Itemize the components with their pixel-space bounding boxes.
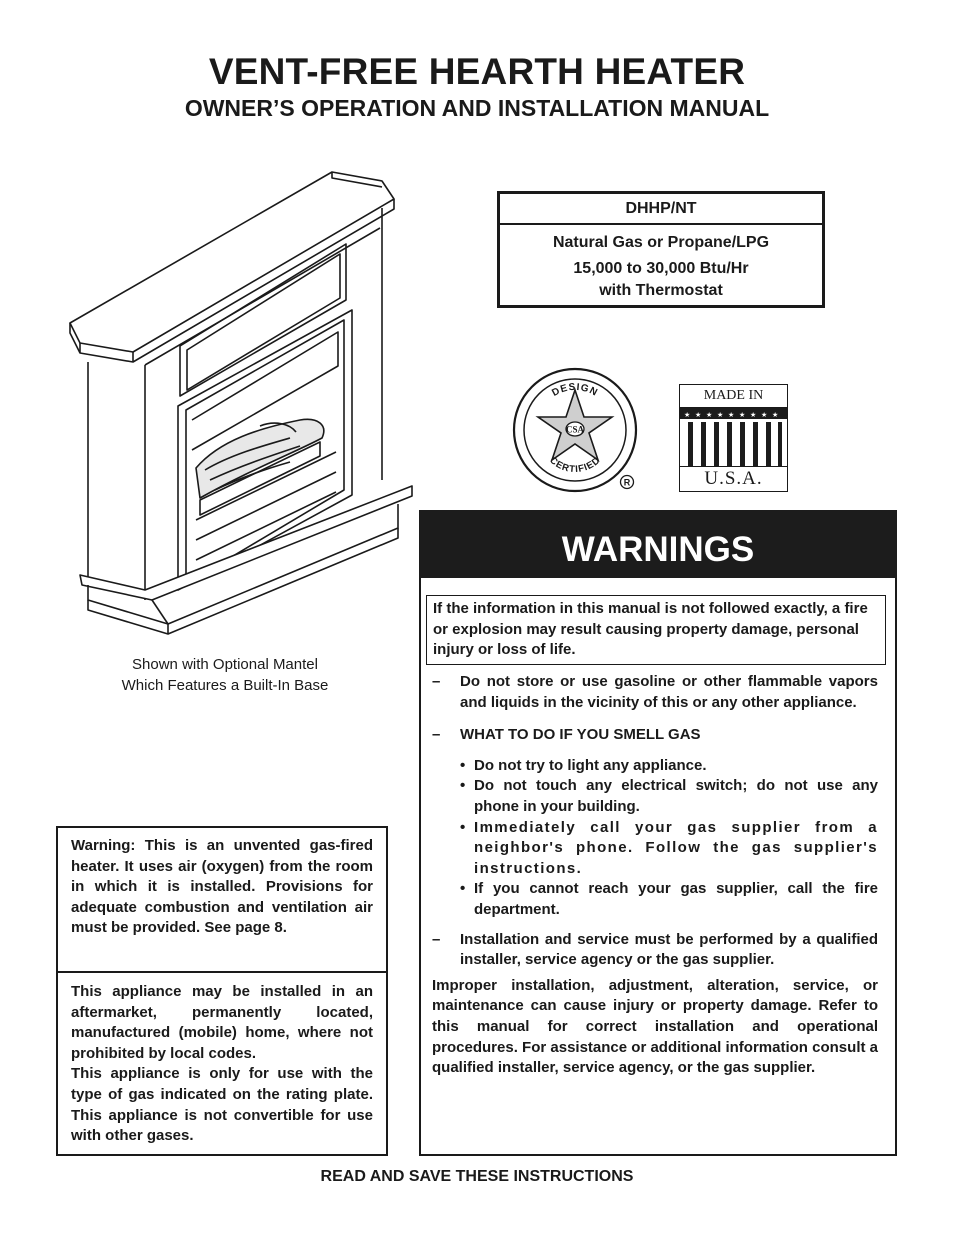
dash-marker: – (432, 726, 441, 744)
fire-explosion-warning-text: If the information in this manual is not followed exactly, a fire or explosion may result causing property damage, personal injury or loss of life. (433, 600, 868, 659)
svg-text:★: ★ (750, 411, 757, 419)
warning-item-smell-gas (432, 725, 878, 746)
fire-explosion-warning (426, 595, 886, 665)
footer-instruction: READ AND SAVE THESE INSTRUCTIONS (320, 1168, 634, 1185)
svg-text:★: ★ (684, 411, 691, 419)
rating-line-1: 15,000 to 30,000 Btu/Hr (573, 260, 749, 277)
made-in-usa-badge (679, 384, 788, 492)
installation-notice (56, 971, 388, 1156)
document-title: VENT-FREE HEARTH HEATER (208, 51, 746, 92)
warning-item-text: Do not store or use gasoline or other flammable vapors and liquids in the vicinity of this or any other appliance. (460, 673, 878, 711)
seal-bottom-text: CERTIFIED (547, 454, 603, 476)
model-spec-box (497, 191, 825, 308)
illustration-caption (60, 654, 390, 696)
document-subtitle: OWNER’S OPERATION AND INSTALLATION MANUAL (184, 95, 770, 121)
list-item (460, 818, 878, 880)
list-item-text: Do not touch any electrical switch; do not use any phone in your building. (474, 777, 878, 815)
model-number: DHHP/NT (500, 194, 822, 225)
caption-line-1: Shown with Optional Mantel (132, 656, 318, 673)
warning-item-text: WHAT TO DO IF YOU SMELL GAS (460, 726, 701, 744)
list-item-text: If you cannot reach your gas supplier, call the fire department. (474, 880, 878, 918)
list-item (460, 879, 878, 920)
unvented-heater-warning (56, 826, 388, 973)
improper-installation-notice: Improper installation, adjustment, alteration, service, or maintenance can cause injury or property damage. Refer to this manual for correct installation and operational procedures. For assistance or additional information consult a qualified installer, service agency, or the gas supplier. (432, 976, 878, 1077)
warnings-heading: WARNINGS (419, 510, 897, 578)
svg-text:★: ★ (728, 411, 735, 419)
seal-center-text: CSA (565, 424, 585, 435)
bullet-marker: • (460, 777, 466, 795)
list-item (460, 776, 878, 817)
list-item (460, 756, 878, 777)
flag-icon (680, 408, 787, 466)
installation-notice-paragraph-1: This appliance may be installed in an aftermarket, permanently located, manufactured (mobile) home, where not prohibited by local codes. (71, 983, 373, 1062)
dash-marker: – (432, 673, 441, 690)
fireplace-illustration (60, 165, 420, 645)
svg-text:★: ★ (739, 411, 746, 419)
list-item-text: Do not try to light any appliance. (474, 756, 707, 774)
svg-text:★: ★ (772, 411, 779, 419)
installation-notice-paragraph-2: This appliance is only for use with the type of gas indicated on the rating plate. This appliance is not convertible for use with other gases. (71, 1065, 373, 1145)
svg-text:R: R (623, 477, 631, 488)
svg-text:★: ★ (695, 411, 702, 419)
warning-item-installation (432, 930, 878, 971)
svg-text:CERTIFIED (547, 455, 602, 475)
unvented-heater-warning-text: Warning: This is an unvented gas-fired heater. It uses air (oxygen) from the room in which it is installed. Provisions for adequate combustion and ventilation air must be provided. See page 8. (71, 837, 373, 937)
bullet-marker: • (460, 880, 466, 898)
usa-label: U.S.A. (680, 466, 787, 491)
warnings-list (432, 672, 878, 1079)
design-certified-seal-icon (510, 365, 640, 495)
fuel-type: Natural Gas or Propane/LPG (552, 234, 770, 251)
list-item-text: Immediately call your gas supplier from a neighbor's phone. Follow the gas supplier's instructions. (474, 818, 878, 877)
svg-text:★: ★ (761, 411, 768, 419)
smell-gas-steps (432, 756, 878, 921)
seal-top-text: DESIGN (550, 381, 600, 399)
warning-item-text: Installation and service must be performed by a qualified installer, service agency or the gas supplier. (460, 930, 878, 969)
rating-line-2: with Thermostat (599, 282, 723, 299)
dash-marker: – (432, 930, 441, 948)
caption-line-2: Which Features a Built-In Base (121, 677, 329, 694)
bullet-marker: • (460, 756, 466, 774)
made-in-label: MADE IN (680, 385, 787, 408)
warning-item-flammables (432, 672, 878, 713)
bullet-marker: • (460, 818, 466, 836)
svg-text:★: ★ (717, 411, 724, 419)
svg-text:★: ★ (706, 411, 713, 419)
